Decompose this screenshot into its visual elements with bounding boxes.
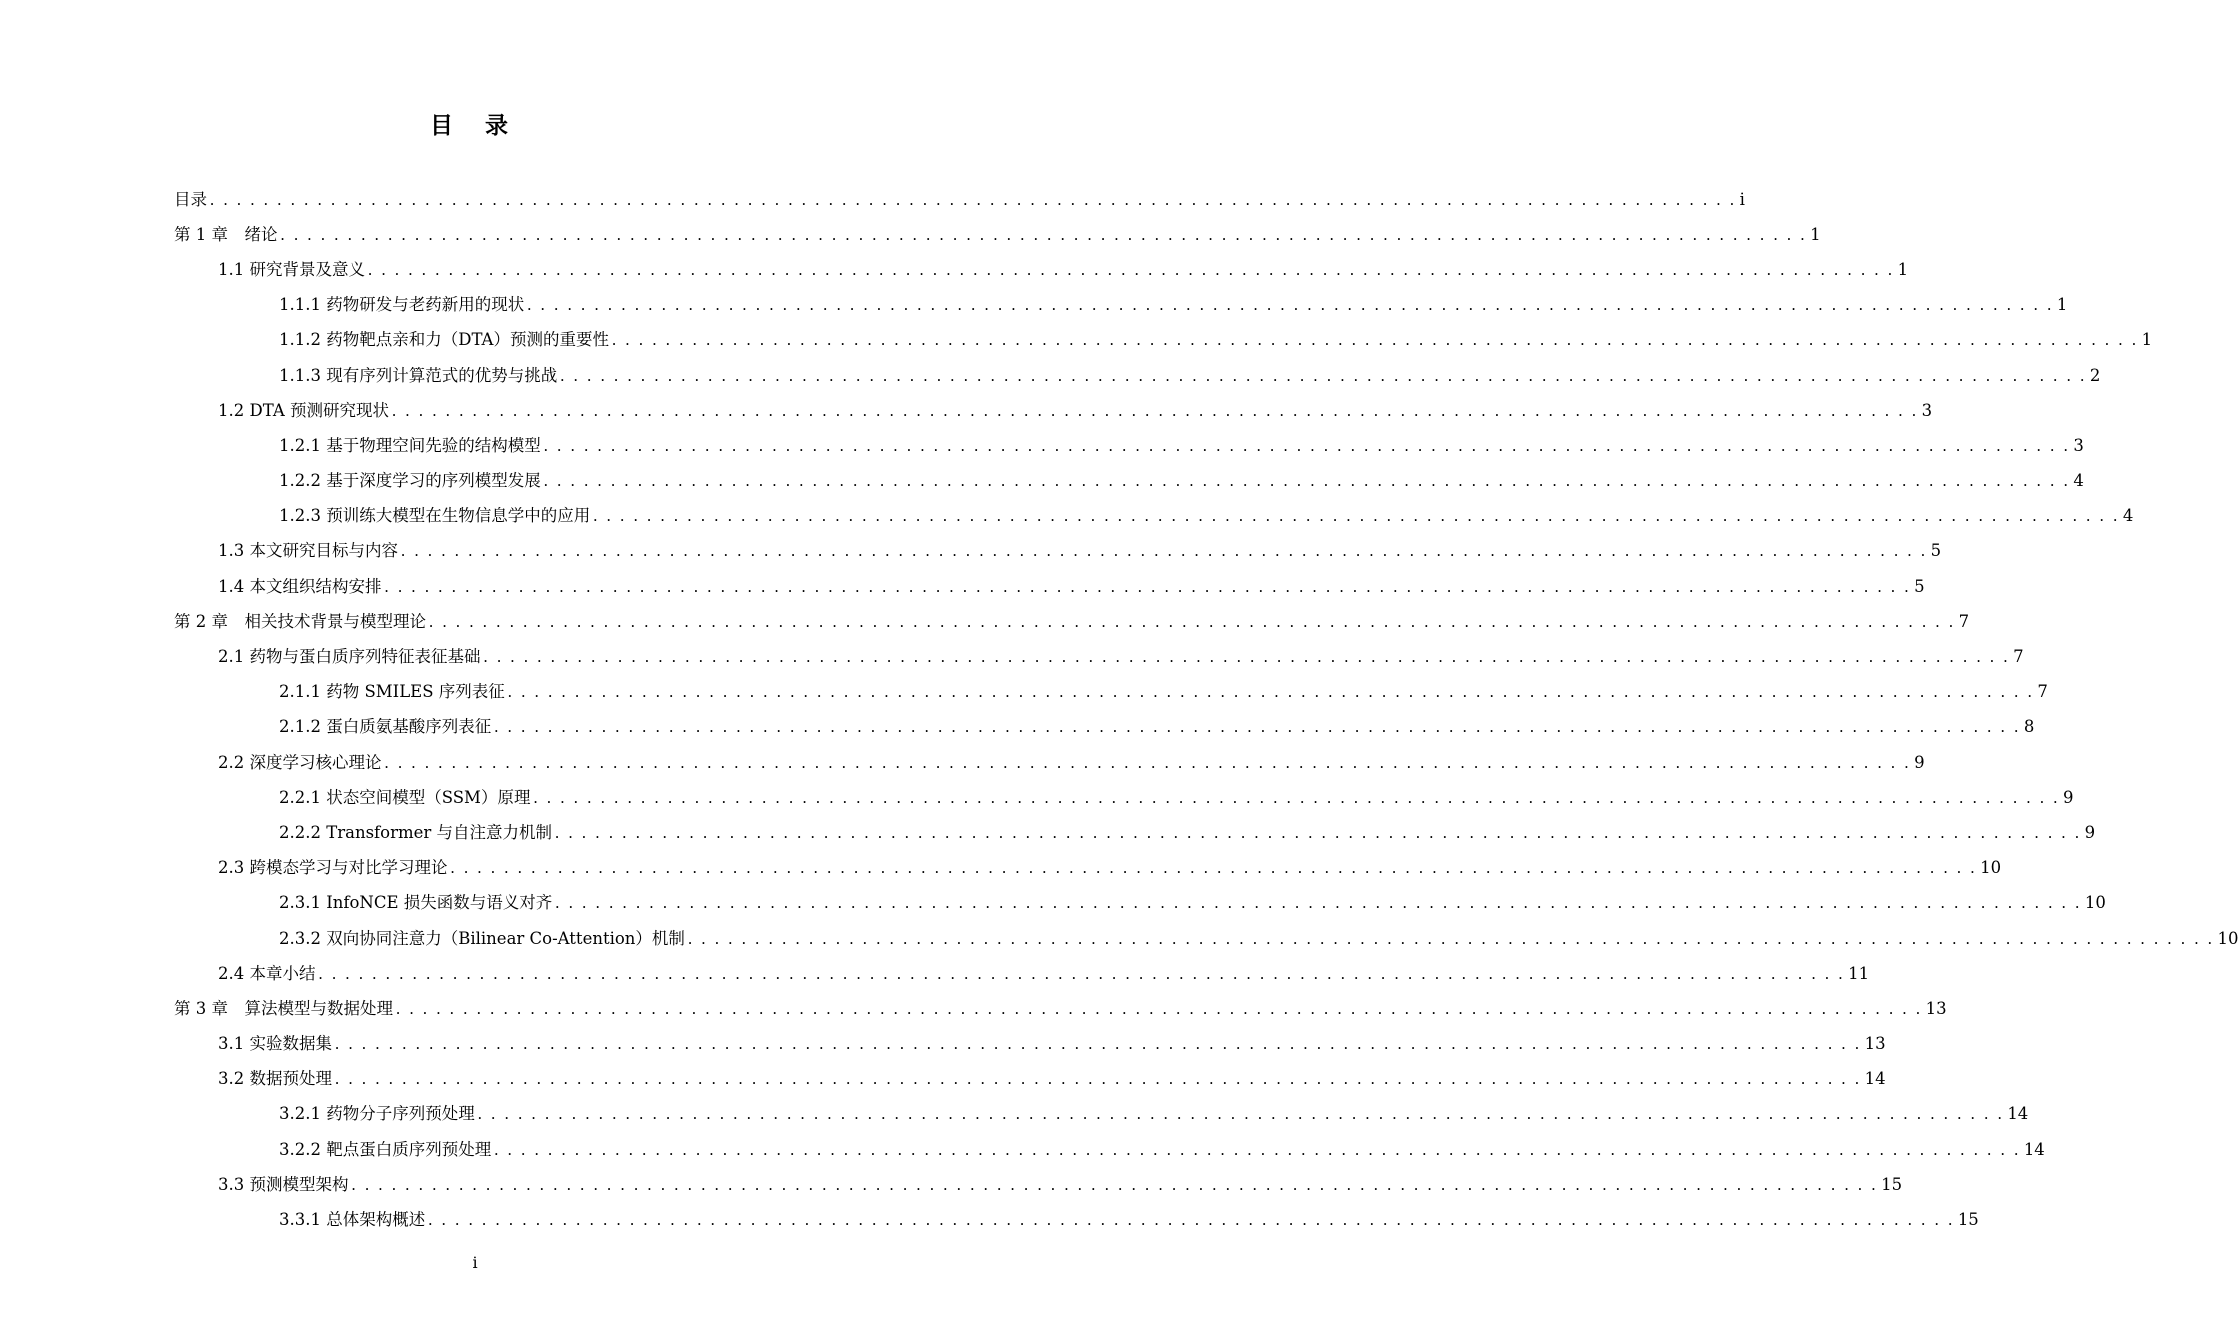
toc-entry-title: 1.1.1 药物研发与老药新用的现状 (279, 295, 525, 315)
toc-entry[interactable] (0, 675, 2048, 710)
toc-entry-title: 2.1.1 药物 SMILES 序列表征 (279, 682, 505, 702)
toc-dot-leader: . . . . . . . . . . . . . . . . . . . . . . . . . . . . . . . . . . . . . . . . . . . . . . . . . . . . . . . . . . . . . . . . . . . . . . . . . . . . . . . . . . . . . . . . . . . . . . . . . . . . . . . . . . . . . . . . . . (611, 330, 2139, 350)
toc-entry-title: 3.2 数据预处理 (218, 1069, 332, 1089)
toc-entry-page: 13 (1864, 1034, 1886, 1054)
toc-entry-title: 2.3.1 InfoNCE 损失函数与语义对齐 (279, 893, 553, 913)
toc-entry-title: 3.2.2 靶点蛋白质序列预处理 (279, 1139, 492, 1159)
toc-entry-title: 2.2.1 状态空间模型（SSM）原理 (279, 787, 531, 807)
toc-entry-title: 1.4 本文组织结构安排 (218, 576, 382, 596)
toc-entry-page: 1 (2141, 330, 2153, 350)
toc-entry[interactable] (0, 1027, 1886, 1062)
toc-entry-title: 3.2.1 药物分子序列预处理 (279, 1104, 475, 1124)
toc-entry-title: 1.1.3 现有序列计算范式的优势与挑战 (279, 365, 558, 385)
page-number: i (472, 1253, 478, 1272)
toc-entry-page: 11 (1848, 963, 1870, 983)
toc-entry-title: 2.1.2 蛋白质氨基酸序列表征 (279, 717, 492, 737)
toc-entry-page: 5 (1914, 576, 1925, 596)
toc-entry-page: 14 (1864, 1069, 1886, 1089)
toc-entry[interactable] (0, 815, 2096, 850)
toc-entry[interactable] (0, 252, 1909, 287)
toc-dot-leader: . . . . . . . . . . . . . . . . . . . . . . . . . . . . . . . . . . . . . . . . . . . . . . . . . . . . . . . . . . . . . . . . . . . . . . . . . . . . . . . . . . . . . . . . . . . . . . . . . . . . . . . . . . . . . . . . . . (450, 858, 1978, 878)
toc-entry[interactable] (0, 428, 2084, 463)
toc-dot-leader: . . . . . . . . . . . . . . . . . . . . . . . . . . . . . . . . . . . . . . . . . . . . . . . . . . . . . . . . . . . . . . . . . . . . . . . . . . . . . . . . . . . . . . . . . . . . . . . . . . . . . . . . . . . . . . . . . . (428, 1210, 1955, 1230)
toc-entry-page: 10 (2217, 928, 2239, 948)
toc-entry-page: 5 (1930, 541, 1942, 561)
toc-entry[interactable] (0, 217, 1821, 252)
toc-dot-leader: . . . . . . . . . . . . . . . . . . . . . . . . . . . . . . . . . . . . . . . . . . . . . . . . . . . . . . . . . . . . . . . . . . . . . . . . . . . . . . . . . . . . . . . . . . . . . . . . . . . . . . . . . . . . . . . . . . (483, 647, 2011, 667)
toc-entry[interactable] (0, 182, 1745, 217)
toc-entry-title: 2.3.2 双向协同注意力（Bilinear Co-Attention）机制 (279, 928, 685, 948)
toc-entry[interactable] (0, 1132, 2045, 1167)
toc-entry[interactable] (0, 534, 1942, 569)
toc-dot-leader: . . . . . . . . . . . . . . . . . . . . . . . . . . . . . . . . . . . . . . . . . . . . . . . . . . . . . . . . . . . . . . . . . . . . . . . . . . . . . . . . . . . . . . . . . . . . . . . . . . . . . . . . . . . . . . . . . . (543, 471, 2071, 491)
toc-entry-title: 3.1 实验数据集 (218, 1034, 332, 1054)
toc-entry-page: 9 (2063, 787, 2074, 807)
toc-entry-page: 8 (2023, 717, 2035, 737)
toc-entry-page: 3 (2073, 435, 2084, 455)
toc-entry[interactable] (0, 639, 2024, 674)
toc-entry[interactable] (0, 499, 2134, 534)
toc-entry-title: 1.1.2 药物靶点亲和力（DTA）预测的重要性 (279, 330, 609, 350)
toc-dot-leader: . . . . . . . . . . . . . . . . . . . . . . . . . . . . . . . . . . . . . . . . . . . . . . . . . . . . . . . . . . . . . . . . . . . . . . . . . . . . . . . . . . . . . . . . . . . . . . . . . . . . . . . . . . . . . . . . . . (687, 928, 2215, 948)
toc-entry-title: 2.2.2 Transformer 与自注意力机制 (279, 822, 553, 842)
table-of-contents (0, 182, 2239, 1238)
toc-entry[interactable] (0, 991, 1947, 1026)
toc-entry[interactable] (0, 780, 2074, 815)
toc-dot-leader: . . . . . . . . . . . . . . . . . . . . . . . . . . . . . . . . . . . . . . . . . . . . . . . . . . . . . . . . . . . . . . . . . . . . . . . . . . . . . . . . . . . . . . . . . . . . . . . . . . . . . . . . . . . . . . . . . . (560, 365, 2087, 385)
toc-entry-page: 7 (1958, 611, 1970, 631)
toc-entry-title: 1.2 DTA 预测研究现状 (218, 400, 389, 420)
toc-dot-leader: . . . . . . . . . . . . . . . . . . . . . . . . . . . . . . . . . . . . . . . . . . . . . . . . . . . . . . . . . . . . . . . . . . . . . . . . . . . . . . . . . . . . . . . . . . . . . . . . . . . . . . . . . . . . . . . . . . (429, 611, 1956, 631)
toc-dot-leader: . . . . . . . . . . . . . . . . . . . . . . . . . . . . . . . . . . . . . . . . . . . . . . . . . . . . . . . . . . . . . . . . . . . . . . . . . . . . . . . . . . . . . . . . . . . . . . . . . . . . . . . . . . . . . . . . . . (368, 259, 1895, 279)
toc-entry-title: 1.2.2 基于深度学习的序列模型发展 (279, 471, 541, 491)
toc-entry-page: 10 (1980, 858, 2002, 878)
toc-dot-leader: . . . . . . . . . . . . . . . . . . . . . . . . . . . . . . . . . . . . . . . . . . . . . . . . . . . . . . . . . . . . . . . . . . . . . . . . . . . . . . . . . . . . . . . . . . . . . . . . . . . . . . . . . . . . . . . . . . (555, 893, 2082, 913)
toc-entry[interactable] (0, 1202, 1979, 1237)
toc-entry[interactable] (0, 358, 2101, 393)
toc-entry-title: 1.1 研究背景及意义 (218, 259, 365, 279)
toc-entry[interactable] (0, 288, 2068, 323)
toc-entry-page: 9 (1914, 752, 1925, 772)
toc-entry[interactable] (0, 464, 2084, 499)
toc-dot-leader: . . . . . . . . . . . . . . . . . . . . . . . . . . . . . . . . . . . . . . . . . . . . . . . . . . . . . . . . . . . . . . . . . . . . . . . . . . . . . . . . . . . . . . . . . . . . . . . . . . . . . . . . . . . . . . . . . . (543, 435, 2071, 455)
toc-entry-title: 2.4 本章小结 (218, 963, 316, 983)
toc-entry-title: 第 2 章 相关技术背景与模型理论 (174, 611, 426, 631)
toc-entry[interactable] (0, 323, 2153, 358)
toc-entry-title: 2.2 深度学习核心理论 (218, 752, 382, 772)
toc-entry-title: 1.3 本文研究目标与内容 (218, 541, 398, 561)
toc-entry-title: 2.3 跨模态学习与对比学习理论 (218, 858, 448, 878)
toc-entry[interactable] (0, 1097, 2029, 1132)
toc-entry-page: 13 (1925, 998, 1947, 1018)
toc-dot-leader: . . . . . . . . . . . . . . . . . . . . . . . . . . . . . . . . . . . . . . . . . . . . . . . . . . . . . . . . . . . . . . . . . . . . . . . . . . . . . . . . . . . . . . . . . . . . . . . . . . . . . . . . . . . . . . . . . . (280, 224, 1808, 244)
toc-entry[interactable] (0, 921, 2239, 956)
toc-entry-page: 1 (1810, 224, 1821, 244)
toc-entry-title: 3.3.1 总体架构概述 (279, 1210, 426, 1230)
toc-entry[interactable] (0, 886, 2106, 921)
toc-dot-leader: . . . . . . . . . . . . . . . . . . . . . . . . . . . . . . . . . . . . . . . . . . . . . . . . . . . . . . . . . . . . . . . . . . . . . . . . . . . . . . . . . . . . . . . . . . . . . . . . . . . . . . . . . . . . . . . . . . (335, 1069, 1862, 1089)
toc-dot-leader: . . . . . . . . . . . . . . . . . . . . . . . . . . . . . . . . . . . . . . . . . . . . . . . . . . . . . . . . . . . . . . . . . . . . . . . . . . . . . . . . . . . . . . . . . . . . . . . . . . . . . . . . . . . . . . . . . . (384, 752, 1912, 772)
toc-entry-page: i (1739, 189, 1745, 209)
toc-entry-page: 15 (1881, 1174, 1903, 1194)
toc-entry-page: 15 (1957, 1210, 1979, 1230)
toc-entry-page: 9 (2084, 822, 2096, 842)
toc-entry-page: 4 (2122, 506, 2134, 526)
toc-dot-leader: . . . . . . . . . . . . . . . . . . . . . . . . . . . . . . . . . . . . . . . . . . . . . . . . . . . . . . . . . . . . . . . . . . . . . . . . . . . . . . . . . . . . . . . . . . . . . . . . . . . . . . . . . . . . . . . . . . (533, 787, 2061, 807)
toc-entry-title: 3.3 预测模型架构 (218, 1174, 349, 1194)
toc-dot-leader: . . . . . . . . . . . . . . . . . . . . . . . . . . . . . . . . . . . . . . . . . . . . . . . . . . . . . . . . . . . . . . . . . . . . . . . . . . . . . . . . . . . . . . . . . . . . . . . . . . . . . . . . . . . . . . . . . . (527, 295, 2054, 315)
toc-entry[interactable] (0, 569, 1925, 604)
toc-dot-leader: . . . . . . . . . . . . . . . . . . . . . . . . . . . . . . . . . . . . . . . . . . . . . . . . . . . . . . . . . . . . . . . . . . . . . . . . . . . . . . . . . . . . . . . . . . . . . . . . . . . . . . . . . . . . . . . . . . (593, 506, 2120, 526)
toc-dot-leader: . . . . . . . . . . . . . . . . . . . . . . . . . . . . . . . . . . . . . . . . . . . . . . . . . . . . . . . . . . . . . . . . . . . . . . . . . . . . . . . . . . . . . . . . . . . . . . . . . . . . . . . . . . . . . . . . . . (391, 400, 1919, 420)
toc-entry-page: 10 (2084, 893, 2106, 913)
page-title: 目 录 (429, 112, 520, 139)
toc-entry-page: 7 (2037, 682, 2048, 702)
toc-entry-title: 1.2.3 预训练大模型在生物信息学中的应用 (279, 506, 591, 526)
toc-entry-page: 1 (1897, 259, 1909, 279)
toc-entry[interactable] (0, 956, 1870, 991)
toc-dot-leader: . . . . . . . . . . . . . . . . . . . . . . . . . . . . . . . . . . . . . . . . . . . . . . . . . . . . . . . . . . . . . . . . . . . . . . . . . . . . . . . . . . . . . . . . . . . . . . . . . . . . . . . . . . . . . . . . . . (555, 822, 2082, 842)
toc-dot-leader: . . . . . . . . . . . . . . . . . . . . . . . . . . . . . . . . . . . . . . . . . . . . . . . . . . . . . . . . . . . . . . . . . . . . . . . . . . . . . . . . . . . . . . . . . . . . . . . . . . . . . . . . . . . . . . . . . . (477, 1104, 2005, 1124)
toc-entry[interactable] (0, 745, 1925, 780)
toc-entry-page: 14 (2023, 1139, 2045, 1159)
toc-entry-title: 2.1 药物与蛋白质序列特征表征基础 (218, 647, 481, 667)
toc-entry-title: 目录 (174, 189, 207, 209)
toc-entry-title: 第 3 章 算法模型与数据处理 (174, 998, 393, 1018)
toc-entry-page: 3 (1921, 400, 1933, 420)
toc-entry[interactable] (0, 604, 1970, 639)
toc-entry-title: 1.2.1 基于物理空间先验的结构模型 (279, 435, 541, 455)
toc-entry-page: 14 (2007, 1104, 2029, 1124)
toc-entry-page: 1 (2056, 295, 2068, 315)
toc-dot-leader: . . . . . . . . . . . . . . . . . . . . . . . . . . . . . . . . . . . . . . . . . . . . . . . . . . . . . . . . . . . . . . . . . . . . . . . . . . . . . . . . . . . . . . . . . . . . . . . . . . . . . . . . . . . . . . . . . . (401, 541, 1928, 561)
toc-dot-leader: . . . . . . . . . . . . . . . . . . . . . . . . . . . . . . . . . . . . . . . . . . . . . . . . . . . . . . . . . . . . . . . . . . . . . . . . . . . . . . . . . . . . . . . . . . . . . . . . . . . . . . . . . . . . . . . . . . (494, 1139, 2021, 1159)
toc-entry[interactable] (0, 393, 1933, 428)
toc-entry[interactable] (0, 1062, 1886, 1097)
toc-entry-page: 4 (2073, 471, 2084, 491)
toc-dot-leader: . . . . . . . . . . . . . . . . . . . . . . . . . . . . . . . . . . . . . . . . . . . . . . . . . . . . . . . . . . . . . . . . . . . . . . . . . . . . . . . . . . . . . . . . . . . . . . . . . . . . . . . . . . . . . . . . . . (335, 1034, 1862, 1054)
toc-dot-leader: . . . . . . . . . . . . . . . . . . . . . . . . . . . . . . . . . . . . . . . . . . . . . . . . . . . . . . . . . . . . . . . . . . . . . . . . . . . . . . . . . . . . . . . . . . . . . . . . . . . . . . . . . . . . . . . . . . (396, 998, 1923, 1018)
toc-dot-leader: . . . . . . . . . . . . . . . . . . . . . . . . . . . . . . . . . . . . . . . . . . . . . . . . . . . . . . . . . . . . . . . . . . . . . . . . . . . . . . . . . . . . . . . . . . . . . . . . . . . . . . . . . . . . . . . . . . (351, 1174, 1879, 1194)
toc-entry[interactable] (0, 851, 2002, 886)
toc-dot-leader: . . . . . . . . . . . . . . . . . . . . . . . . . . . . . . . . . . . . . . . . . . . . . . . . . . . . . . . . . . . . . . . . . . . . . . . . . . . . . . . . . . . . . . . . . . . . . . . . . . . . . . . . . . . . . . . . . . (507, 682, 2035, 702)
toc-dot-leader: . . . . . . . . . . . . . . . . . . . . . . . . . . . . . . . . . . . . . . . . . . . . . . . . . . . . . . . . . . . . . . . . . . . . . . . . . . . . . . . . . . . . . . . . . . . . . . . . . . . . . . . . . . . . . . . . . . (210, 189, 1737, 209)
toc-entry[interactable] (0, 1167, 1903, 1202)
toc-dot-leader: . . . . . . . . . . . . . . . . . . . . . . . . . . . . . . . . . . . . . . . . . . . . . . . . . . . . . . . . . . . . . . . . . . . . . . . . . . . . . . . . . . . . . . . . . . . . . . . . . . . . . . . . . . . . . . . . . . (318, 963, 1846, 983)
toc-entry[interactable] (0, 710, 2035, 745)
toc-dot-leader: . . . . . . . . . . . . . . . . . . . . . . . . . . . . . . . . . . . . . . . . . . . . . . . . . . . . . . . . . . . . . . . . . . . . . . . . . . . . . . . . . . . . . . . . . . . . . . . . . . . . . . . . . . . . . . . . . . (384, 576, 1912, 596)
toc-dot-leader: . . . . . . . . . . . . . . . . . . . . . . . . . . . . . . . . . . . . . . . . . . . . . . . . . . . . . . . . . . . . . . . . . . . . . . . . . . . . . . . . . . . . . . . . . . . . . . . . . . . . . . . . . . . . . . . . . . (494, 717, 2021, 737)
toc-entry-title: 第 1 章 绪论 (174, 224, 278, 244)
toc-entry-page: 7 (2013, 647, 2024, 667)
toc-entry-page: 2 (2089, 365, 2101, 385)
